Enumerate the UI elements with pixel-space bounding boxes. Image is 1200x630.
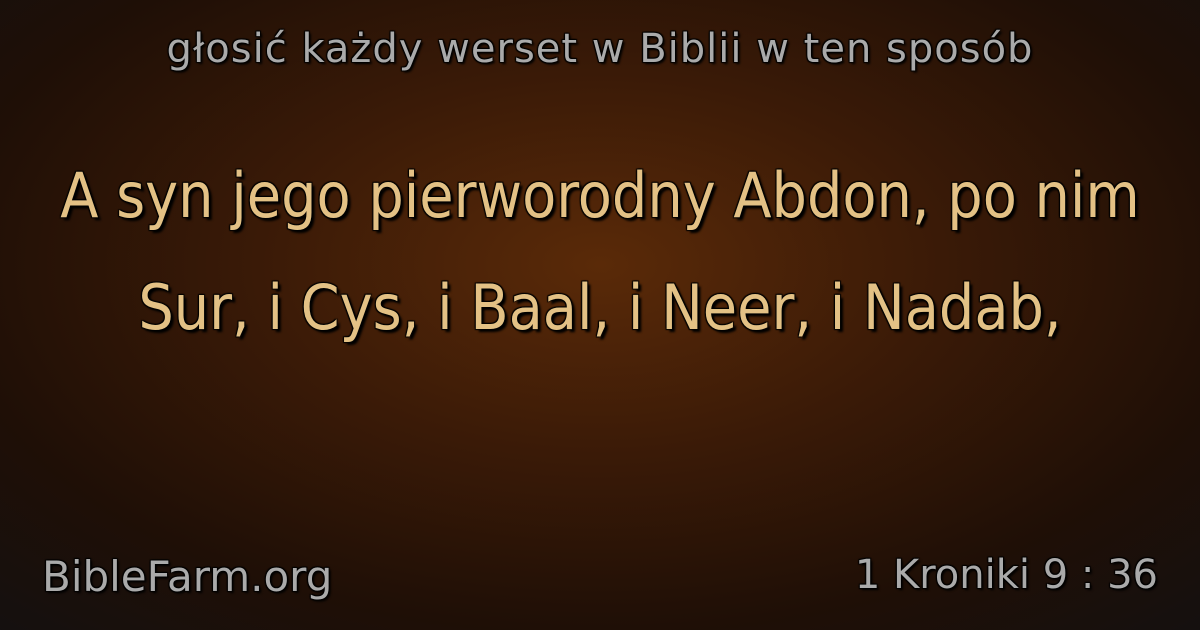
- tagline: głosić każdy werset w Biblii w ten sposób: [166, 26, 1034, 72]
- verse-text: A syn jego pierworodny Abdon, po nim Sur, i Cys, i Baal, i Neer, i Nadab,: [60, 159, 1140, 344]
- verse-reference: 1 Kroniki 9 : 36: [854, 552, 1158, 598]
- site-name: BibleFarm.org: [42, 552, 333, 601]
